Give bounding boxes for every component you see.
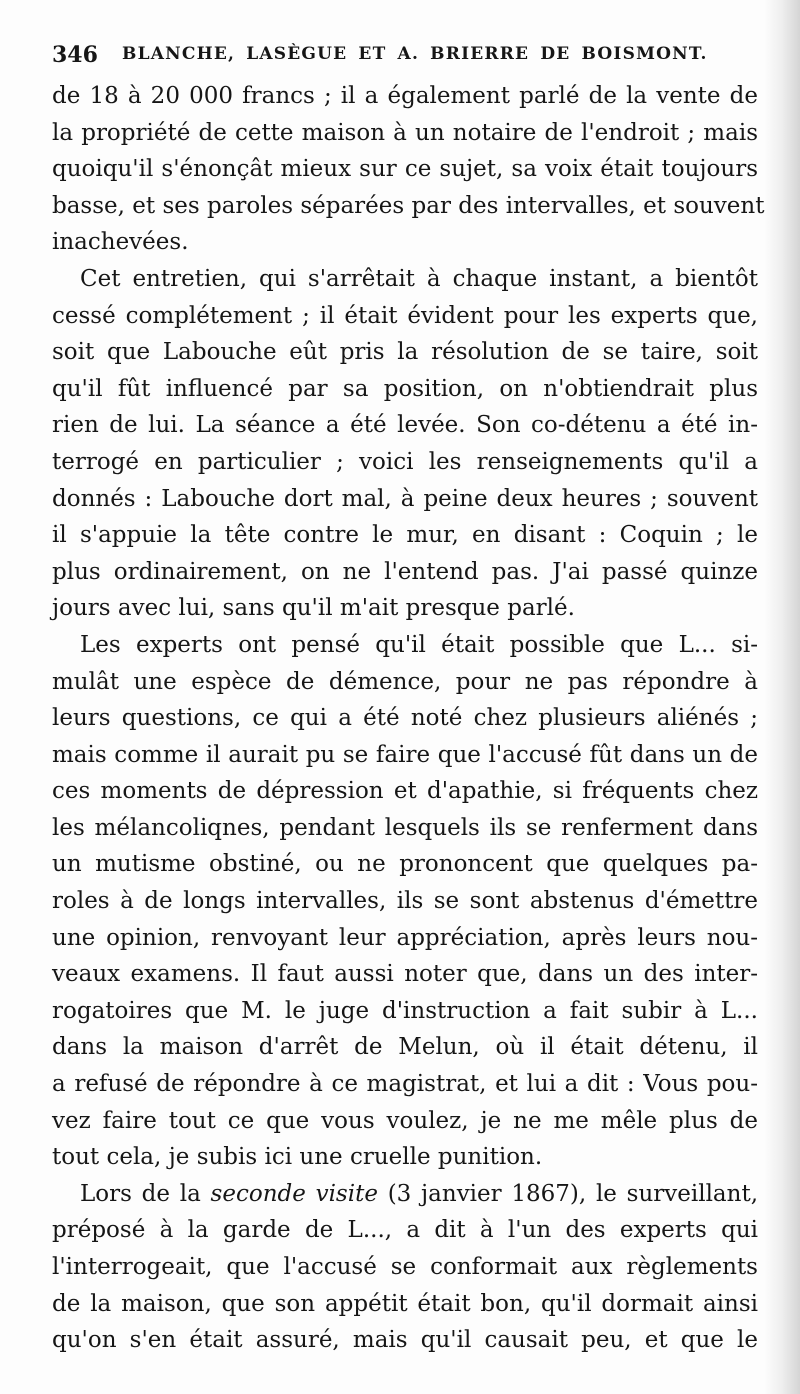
text-line: leurs questions, ce qui a été noté chez plusieurs aliénés ; bbox=[52, 705, 758, 732]
text-line: préposé à la garde de L..., a dit à l'un des experts qui bbox=[52, 1217, 758, 1244]
text-fragment: Lors de la bbox=[80, 1180, 211, 1207]
text-line: qu'il fût influencé par sa position, on n'obtiendrait plus bbox=[52, 375, 758, 402]
text-line: Cet entretien, qui s'arrêtait à chaque instant, a bientôt bbox=[80, 265, 758, 292]
page-number: 346 bbox=[52, 42, 98, 68]
text-line: rien de lui. La séance a été levée. Son co-détenu a été in- bbox=[52, 412, 758, 439]
italic-text: seconde visite bbox=[210, 1180, 378, 1207]
text-line: il s'appuie la tête contre le mur, en disant : Coquin ; le bbox=[52, 522, 758, 549]
text-line: cessé complétement ; il était évident pour les experts que, bbox=[52, 302, 758, 329]
running-title: BLANCHE, LASÈGUE ET A. BRIERRE DE BOISMONT. bbox=[122, 44, 708, 64]
text-line: mulât une espèce de démence, pour ne pas répondre à bbox=[52, 668, 758, 695]
text-line: donnés : Labouche dort mal, à peine deux heures ; souvent bbox=[52, 485, 758, 512]
text-line: mais comme il aurait pu se faire que l'accusé fût dans un de bbox=[52, 741, 758, 768]
text-line: vez faire tout ce que vous voulez, je ne me mêle plus de bbox=[52, 1107, 758, 1134]
text-line: un mutisme obstiné, ou ne prononcent que quelques pa- bbox=[52, 851, 758, 878]
body-text bbox=[52, 78, 765, 1359]
text-line: terrogé en particulier ; voici les renseignements qu'il a bbox=[52, 448, 758, 475]
page-header bbox=[52, 42, 752, 82]
text-line: de la maison, que son appétit était bon, qu'il dormait ainsi bbox=[52, 1290, 758, 1317]
text-line: veaux examens. Il faut aussi noter que, dans un des inter- bbox=[52, 961, 758, 988]
text-line: une opinion, renvoyant leur appréciation, après leurs nou- bbox=[52, 924, 758, 951]
text-line: Les experts ont pensé qu'il était possible que L... si- bbox=[80, 631, 758, 658]
text-line: de 18 à 20 000 francs ; il a également parlé de la vente de bbox=[52, 83, 758, 109]
text-line: plus ordinairement, on ne l'entend pas. J'ai passé quinze bbox=[52, 558, 758, 585]
text-line: jours avec lui, sans qu'il m'ait presque parlé. bbox=[52, 595, 575, 622]
text-line: qu'on s'en était assuré, mais qu'il causait peu, et que le bbox=[52, 1327, 758, 1354]
text-line: la propriété de cette maison à un notaire de l'endroit ; mais bbox=[52, 119, 758, 146]
text-line: rogatoires que M. le juge d'instruction a fait subir à L... bbox=[52, 997, 758, 1024]
text-line: soit que Labouche eût pris la résolution de se taire, soit bbox=[52, 339, 758, 366]
text-line: basse, et ses paroles séparées par des intervalles, et souvent bbox=[52, 192, 765, 219]
text-line: inachevées. bbox=[52, 229, 189, 256]
text-line bbox=[52, 1176, 758, 1213]
text-line: les mélancoliqnes, pendant lesquels ils se renferment dans bbox=[52, 814, 758, 841]
text-line: quoiqu'il s'énonçât mieux sur ce sujet, sa voix était toujours bbox=[52, 156, 758, 183]
page-edge-shadow bbox=[764, 0, 800, 1394]
text-line: ces moments de dépression et d'apathie, si fréquents chez bbox=[52, 778, 758, 805]
text-line: roles à de longs intervalles, ils se sont abstenus d'émettre bbox=[52, 888, 758, 915]
text-fragment: (3 janvier 1867), le surveillant, bbox=[377, 1180, 759, 1207]
text-line: dans la maison d'arrêt de Melun, où il était détenu, il bbox=[52, 1034, 758, 1061]
text-line: tout cela, je subis ici une cruelle punition. bbox=[52, 1144, 543, 1171]
text-line: l'interrogeait, que l'accusé se conformait aux règlements bbox=[52, 1254, 758, 1280]
text-line: a refusé de répondre à ce magistrat, et lui a dit : Vous pou- bbox=[52, 1071, 758, 1098]
